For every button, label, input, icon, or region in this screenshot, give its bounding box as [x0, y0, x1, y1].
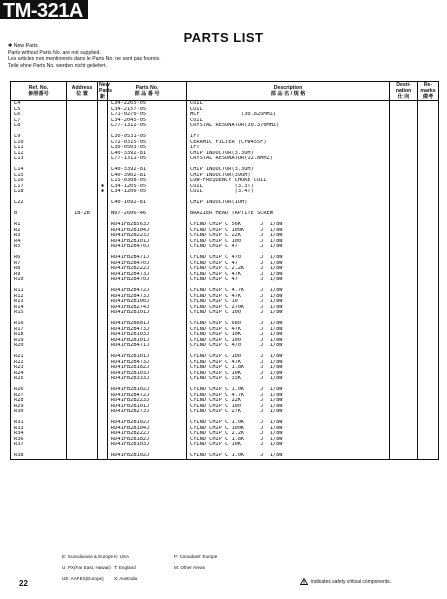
part-number-cell: L34-2045-05 — [108, 118, 187, 124]
note-fr: Les articles non mentionnés dans le Parts No. ne sont pas fournis. — [8, 56, 161, 63]
header-new-parts: New Parts 新 — [99, 82, 112, 100]
description-cell: COIL (3.3T) — [187, 184, 390, 190]
description-cell: CYLND CHIP C 100K J 1/8W — [187, 426, 390, 432]
description-cell: CYLND CHIP C 2.2K J 1/8W — [187, 266, 390, 272]
ref-no-cell: R27 — [11, 393, 67, 399]
ref-no-cell: R21 — [11, 354, 67, 360]
legend-row: U: PX(Far East, Hawaii) T: England M: Other Areas — [62, 565, 205, 570]
part-number-cell: L15-0308-05 — [108, 178, 187, 184]
ref-no-cell: R23 — [11, 365, 67, 371]
ref-no-cell: R14 — [11, 305, 67, 311]
description-cell: IFT — [187, 145, 390, 151]
description-cell: CERAMIC FILTER (CFW455F) — [187, 140, 390, 146]
description-cell: CYLND CHIP C 47K J 1/8W — [187, 294, 390, 300]
table-row — [11, 453, 439, 459]
ref-no-cell: L14 — [11, 167, 67, 173]
part-number-cell: L34-2157-05 — [108, 107, 187, 113]
description-cell: CYLND CHIP C 47K J 1/8W — [187, 272, 390, 278]
part-number-cell: RD41FB2B681J — [108, 321, 187, 327]
part-number-cell: L40-3392-81 — [108, 167, 187, 173]
note-de: Teile ohne Parts No. werden nicht geliefert. — [8, 62, 107, 69]
address-cell: 1B-2B — [67, 211, 98, 217]
ref-no-cell: L7 — [11, 118, 67, 124]
description-cell: IFT — [187, 134, 390, 140]
part-number-cell: RD41FB2B100J — [108, 299, 187, 305]
description-cell: CYLND CHIP C 1.0K J 1/8W — [187, 420, 390, 426]
part-number-cell: RD41FB2B333J — [108, 376, 187, 382]
part-number-cell: RD41FB2B470J — [108, 244, 187, 250]
ref-no-cell: B — [11, 211, 67, 217]
ref-no-cell: L9 — [11, 134, 67, 140]
description-cell: CYLND CHIP C 680 J 1/8W — [187, 321, 390, 327]
header-remarks: Re- marks 備考 — [418, 82, 439, 101]
ref-no-cell: R9 — [11, 272, 67, 278]
ref-no-cell: R12 — [11, 294, 67, 300]
part-number-cell: RD41FB2B472J — [108, 393, 187, 399]
ref-no-cell: L6 — [11, 112, 67, 118]
ref-no-cell: R5 — [11, 244, 67, 250]
header-ref-no: Ref. No. 参照番号 — [11, 82, 67, 101]
part-number-cell: L72-0315-05 — [108, 140, 187, 146]
description-cell: COIL — [187, 101, 390, 107]
ref-no-cell: L13 — [11, 156, 67, 162]
part-number-cell: L71-0270-05 — [108, 112, 187, 118]
ref-no-cell: R31 — [11, 420, 67, 426]
description-cell: CYLND CHIP C 100 J 1/8W — [187, 404, 390, 410]
remarks-cell — [418, 453, 439, 459]
ref-no-cell: R4 — [11, 239, 67, 245]
ref-no-cell: R13 — [11, 299, 67, 305]
description-cell: CYLND CHIP C 100 J 1/8W — [187, 310, 390, 316]
page-title: PARTS LIST — [183, 30, 264, 45]
part-number-cell: RD41FB2B222J — [108, 266, 187, 272]
new-part-mark: ✱ — [98, 184, 108, 190]
safety-note: indicates safety critical components. — [300, 578, 391, 585]
part-number-cell: L77-1312-05 — [108, 123, 187, 129]
legend-row: UE: AAFES(Europe) X: Australia — [62, 576, 138, 581]
part-number-cell: RD41FB2B274J — [108, 305, 187, 311]
part-number-cell: RD41FB2B101J — [108, 338, 187, 344]
part-number-cell: RD41FB2B101J — [108, 354, 187, 360]
ref-no-cell: L10 — [11, 140, 67, 146]
description-cell: CYLND CHIP C 470 J 1/8W — [187, 255, 390, 261]
description-cell: CYLND CHIP C 47 J 1/8W — [187, 244, 390, 250]
part-number-cell: L77-1311-05 — [108, 156, 187, 162]
ref-no-cell: R3 — [11, 233, 67, 239]
ref-no-cell: R30 — [11, 409, 67, 415]
new-part-mark — [98, 453, 108, 459]
description-cell: CYLND CHIP C 33K J 1/8W — [187, 376, 390, 382]
part-number-cell: RD41FB2B101J — [108, 404, 187, 410]
part-number-cell: RD41FB2B102J — [108, 420, 187, 426]
description-cell: CRYSTAL RESONATOR(30.370MHZ) — [187, 123, 390, 129]
description-cell: CYLND CHIP C 22K J 1/8W — [187, 398, 390, 404]
description-cell: COIL (3.4T) — [187, 189, 390, 195]
description-cell: CHIP INDUCTOR(3.3UH) — [187, 167, 390, 173]
description-cell: CHIP INDUCTOR(1UH) — [187, 200, 390, 206]
ref-no-cell: R2 — [11, 228, 67, 234]
description-cell: CHIP INDUCTOR(3.3UH) — [187, 151, 390, 157]
part-number-cell: RD41FB2B470J — [108, 261, 187, 267]
description-cell: MCF (30.825MHZ) — [187, 112, 390, 118]
ref-no-cell: R1 — [11, 222, 67, 228]
description-cell: CYLND CHIP C 100 J 1/8W — [187, 338, 390, 344]
ref-no-cell: R7 — [11, 261, 67, 267]
ref-no-cell: R8 — [11, 266, 67, 272]
ref-no-cell: R6 — [11, 255, 67, 261]
note-new-parts: ✱ New Parts — [8, 43, 38, 49]
description-cell: CYLND CHIP C 2.2K J 1/8W — [187, 431, 390, 437]
ref-no-cell: R25 — [11, 376, 67, 382]
destination-legend — [62, 551, 217, 584]
description-cell: CYLND CHIP C 100K J 1/8W — [187, 228, 390, 234]
description-cell: CYLND CHIP C 4.7K J 1/8W — [187, 288, 390, 294]
description-cell: CYLND CHIP C 4.7K J 1/8W — [187, 393, 390, 399]
part-number-cell: RD41FB2B472J — [108, 288, 187, 294]
part-number-cell: L30-0503-05 — [108, 145, 187, 151]
part-number-cell: RD41FB2B103J — [108, 442, 187, 448]
ref-no-cell: L5 — [11, 107, 67, 113]
part-number-cell: RD41FB2B182J — [108, 437, 187, 443]
description-cell: CYLND CHIP C 47 J 1/8W — [187, 261, 390, 267]
part-number-cell: N07-2606-46 — [108, 211, 187, 217]
part-number-cell: RD41FB2B473J — [108, 294, 187, 300]
parts-notes — [8, 43, 328, 69]
legend-row: E: Scandinavia & EuropeK: USA P: CanadaW: Europe — [62, 554, 218, 559]
part-number-cell: RD41FB2B563J — [108, 222, 187, 228]
part-number-cell: RD41FB2B471J — [108, 255, 187, 261]
description-cell: BRAZIER HEAD TAPTITE SCREW — [187, 211, 390, 217]
part-number-cell: L30-0531-05 — [108, 134, 187, 140]
description-cell: CYLND CHIP C 1.8K J 1/8W — [187, 437, 390, 443]
part-number-cell: RD41FB2B470J — [108, 277, 187, 283]
part-number-cell: RD41FB2B101J — [108, 239, 187, 245]
warning-triangle-icon — [300, 578, 308, 585]
ref-no-cell: L15 — [11, 173, 67, 179]
ref-no-cell: R17 — [11, 327, 67, 333]
parts-table — [10, 81, 439, 460]
ref-no-cell: L18 — [11, 189, 67, 195]
parts-table-body — [11, 101, 439, 460]
part-number-cell: RD41FB2B103J — [108, 371, 187, 377]
part-number-cell: L34-1205-05 — [108, 184, 187, 190]
description-cell: CYLND CHIP C 1.0K J 1/8W — [187, 387, 390, 393]
header-description: Description 部 品 名 / 規 格 — [187, 82, 390, 101]
ref-no-cell: R22 — [11, 360, 67, 366]
header-destination: Desti- nation 仕 向 — [390, 82, 418, 101]
part-number-cell: RD41FB2B473J — [108, 360, 187, 366]
ref-no-cell: L22 — [11, 200, 67, 206]
description-cell: CYLND CHIP C 100 J 1/8W — [187, 239, 390, 245]
part-number-cell: RD41FB2B102J — [108, 387, 187, 393]
destination-cell — [390, 453, 418, 459]
description-cell: COIL — [187, 118, 390, 124]
model-number-tab: TM-321A — [0, 0, 88, 22]
part-number-cell: L40-1092-81 — [108, 200, 187, 206]
page-footer — [0, 548, 447, 599]
ref-no-cell: R10 — [11, 277, 67, 283]
description-cell: CYLND CHIP C 47K J 1/8W — [187, 360, 390, 366]
part-number-cell: RD41FB2B222J — [108, 431, 187, 437]
ref-no-cell: L4 — [11, 101, 67, 107]
ref-no-cell: R18 — [11, 332, 67, 338]
ref-no-cell: R34 — [11, 431, 67, 437]
note-en: Parts without Parts No. are not supplied. — [8, 49, 101, 56]
ref-no-cell: R28 — [11, 398, 67, 404]
part-number-cell: L40-3902-81 — [108, 173, 187, 179]
ref-no-cell: R29 — [11, 404, 67, 410]
description-cell: CYLND CHIP C 10K J 1/8W — [187, 442, 390, 448]
ref-no-cell: R26 — [11, 387, 67, 393]
part-number-cell: RD41FB2B473J — [108, 327, 187, 333]
part-number-cell: RD41FB2B102J — [108, 453, 187, 459]
ref-no-cell: R37 — [11, 442, 67, 448]
new-part-mark: ✱ — [98, 189, 108, 195]
description-cell: LOW-FREQUENCY CHOKE COIL — [187, 178, 390, 184]
description-cell: CYLND CHIP C 1.0K J 1/8W — [187, 453, 390, 459]
ref-no-cell: L16 — [11, 178, 67, 184]
page-number: 22 — [19, 579, 28, 588]
ref-no-cell: R11 — [11, 288, 67, 294]
part-number-cell: L34-2265-05 — [108, 101, 187, 107]
part-number-cell: RD41FB2B223J — [108, 233, 187, 239]
part-number-cell: RD41FB2B471J — [108, 343, 187, 349]
description-cell: COIL — [187, 107, 390, 113]
ref-no-cell: L8 — [11, 123, 67, 129]
description-cell: CYLND CHIP C 22K J 1/8W — [187, 233, 390, 239]
part-number-cell: L40-3392-81 — [108, 151, 187, 157]
ref-no-cell: R15 — [11, 310, 67, 316]
description-cell: CYLND CHIP C 47 J 1/8W — [187, 277, 390, 283]
ref-no-cell: R33 — [11, 426, 67, 432]
description-cell: CYLND CHIP C 100 J 1/8W — [187, 354, 390, 360]
part-number-cell: RD41FB2B223J — [108, 398, 187, 404]
ref-no-cell: L11 — [11, 145, 67, 151]
ref-no-cell: R20 — [11, 343, 67, 349]
description-cell: CYLND CHIP C 27K J 1/8W — [187, 409, 390, 415]
part-number-cell: RD41FB2B473J — [108, 272, 187, 278]
description-cell: CYLND CHIP C 56K J 1/8W — [187, 222, 390, 228]
part-number-cell: RD41FB2B101J — [108, 310, 187, 316]
part-number-cell: RD41FB2B182J — [108, 365, 187, 371]
ref-no-cell: L12 — [11, 151, 67, 157]
description-cell: CYLND CHIP C 10 J 1/8W — [187, 299, 390, 305]
description-cell: CYLND CHIP C 270K J 1/8W — [187, 305, 390, 311]
part-number-cell: RD41FB2B103J — [108, 332, 187, 338]
description-cell: CYLND CHIP C 47K J 1/8W — [187, 327, 390, 333]
description-cell: CRYSTAL RESONATOR(12.8MHZ) — [187, 156, 390, 162]
part-number-cell: RD41FB2B104J — [108, 426, 187, 432]
header-address: Address 位 置 — [67, 82, 98, 101]
description-cell: CYLND CHIP C 10K J 1/8W — [187, 371, 390, 377]
description-cell: CYLND CHIP C 1.8K J 1/8W — [187, 365, 390, 371]
part-number-cell: L34-1206-05 — [108, 189, 187, 195]
part-number-cell: RD41FB2B273J — [108, 409, 187, 415]
header-parts-no: Parts No. 部 品 番 号 — [108, 82, 187, 101]
ref-no-cell: R19 — [11, 338, 67, 344]
description-cell: CYLND CHIP C 470 J 1/8W — [187, 343, 390, 349]
ref-no-cell: R24 — [11, 371, 67, 377]
ref-no-cell: R36 — [11, 437, 67, 443]
part-number-cell: RD41FB2B104J — [108, 228, 187, 234]
table-header-row — [11, 82, 439, 101]
description-cell: CHIP INDUCTOR(39UH) — [187, 173, 390, 179]
description-cell: CYLND CHIP C 10K J 1/8W — [187, 332, 390, 338]
ref-no-cell: R38 — [11, 453, 67, 459]
ref-no-cell: R16 — [11, 321, 67, 327]
ref-no-cell: L17 — [11, 184, 67, 190]
address-cell — [67, 453, 98, 459]
